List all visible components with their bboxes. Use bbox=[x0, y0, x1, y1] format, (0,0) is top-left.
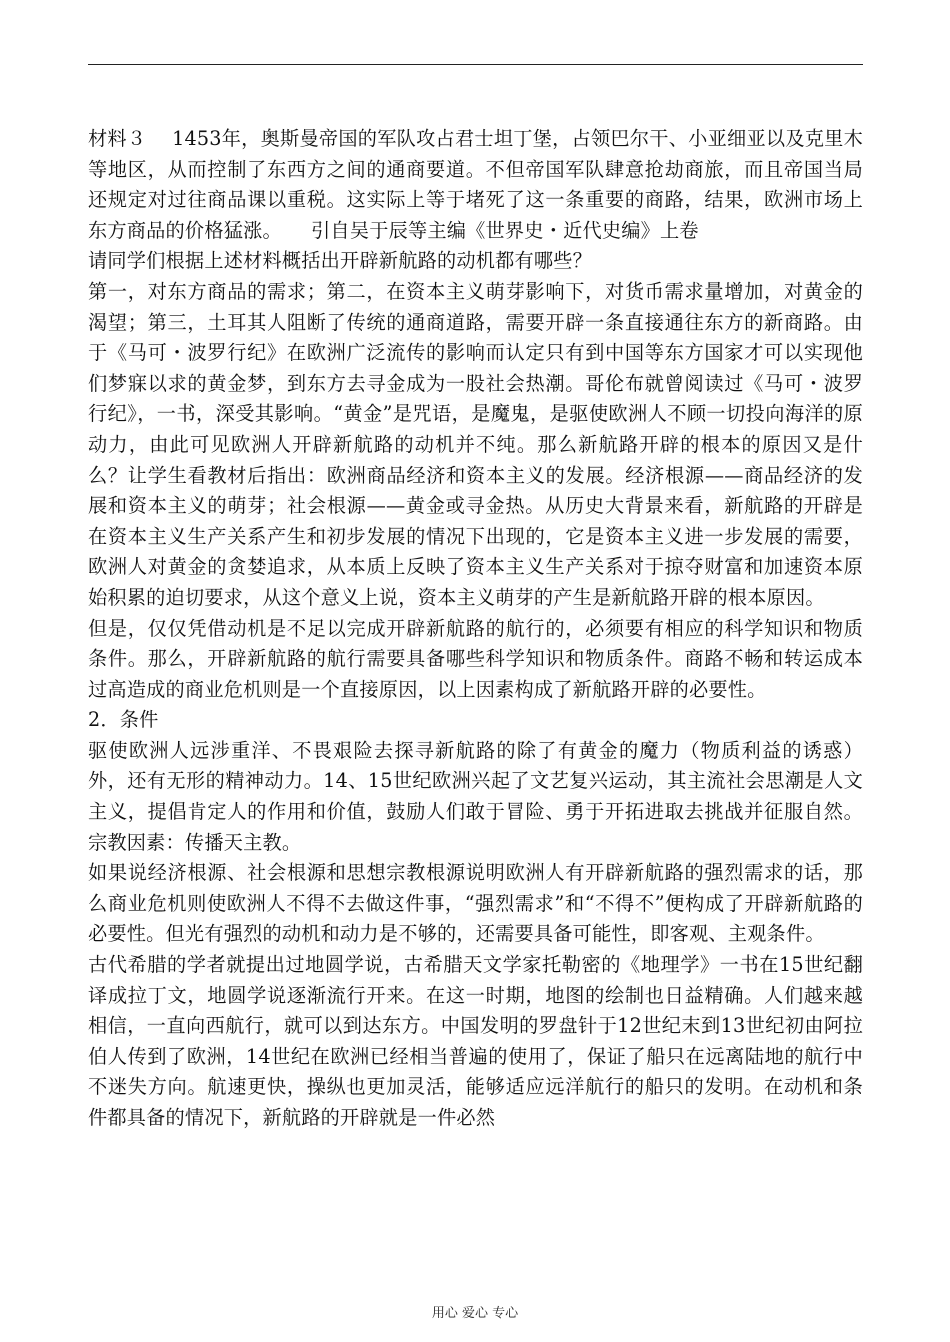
paragraph-scientific-conditions: 古代希腊的学者就提出过地圆学说，古希腊天文学家托勒密的《地理学》一书在15世纪翻译成拉丁文，地圆学说逐渐流行开来。在这一时期，地图的绘制也日益精确。人们越来越相信，一直向西航行，就可以到达东方。中国发明的罗盘针于12世纪末到13世纪初由阿拉伯人传到了欧洲，14世纪在欧洲已经相当普遍的使用了，保证了船只在远离陆地的航行中不迷失方向。航速更快，操纵也更加灵活，能够适应远洋航行的船只的发明。在动机和条件都具备的情况下，新航路的开辟就是一件必然 bbox=[88, 953, 863, 1129]
section-heading-conditions: 2．条件 bbox=[88, 708, 159, 732]
paragraph-question: 请同学们根据上述材料概括出开辟新航路的动机都有哪些？ bbox=[88, 249, 593, 273]
header-rule bbox=[88, 64, 863, 65]
paragraph-necessity: 但是，仅仅凭借动机是不足以完成开辟新航路的航行的，必须要有相应的科学知识和物质条件。那么，开辟新航路的航行需要具备哪些科学知识和物质条件。商路不畅和转运成本过高造成的商业危机则是一个直接原因，以上因素构成了新航路开辟的必要性。 bbox=[88, 616, 863, 701]
paragraph-motives: 第一，对东方商品的需求；第二，在资本主义萌芽影响下，对货币需求量增加，对黄金的渴望；第三，土耳其人阻断了传统的通商道路，需要开辟一条直接通往东方的新商路。由于《马可・波罗行纪》在欧洲广泛流传的影响而认定只有到中国等东方国家才可以实现他们梦寐以求的黄金梦，到东方去寻金成为一股社会热潮。哥伦布就曾阅读过《马可・波罗行纪》，一书，深受其影响。“黄金”是咒语，是魔鬼，是驱使欧洲人不顾一切投向海洋的原动力，由此可见欧洲人开辟新航路的动机并不纯。那么新航路开辟的根本的原因又是什么？让学生看教材后指出：欧洲商品经济和资本主义的发展。经济根源——商品经济的发展和资本主义的萌芽；社会根源——黄金或寻金热。从历史大背景来看，新航路的开辟是在资本主义生产关系产生和初步发展的情况下出现的，它是资本主义进一步发展的需要，欧洲人对黄金的贪婪追求，从本质上反映了资本主义生产关系对于掠夺财富和加速资本原始积累的迫切要求，从这个意义上说，资本主义萌芽的产生是新航路开辟的根本原因。 bbox=[88, 279, 863, 609]
paragraph-summary: 如果说经济根源、社会根源和思想宗教根源说明欧洲人有开辟新航路的强烈需求的话，那么商业危机则使欧洲人不得不去做这件事，“强烈需求”和“不得不”便构成了开辟新航路的必要性。但光有强烈的动机和动力是不够的，还需要具备可能性，即客观、主观条件。 bbox=[88, 861, 863, 946]
page-footer: 用心 爱心 专心 bbox=[431, 1306, 519, 1321]
paragraph-spiritual-motive: 驱使欧洲人远涉重洋、不畏艰险去探寻新航路的除了有黄金的魔力（物质利益的诱惑）外，还有无形的精神动力。14、15世纪欧洲兴起了文艺复兴运动，其主流社会思潮是人文主义，提倡肯定人的作用和价值，鼓励人们敢于冒险、勇于开拓进取去挑战并征服自然。宗教因素：传播天主教。 bbox=[88, 738, 863, 854]
document-body bbox=[88, 124, 863, 1134]
paragraph-material-3: 材料３ 1453年，奥斯曼帝国的军队攻占君士坦丁堡，占领巴尔干、小亚细亚以及克里木等地区，从而控制了东西方之间的通商要道。不但帝国军队肆意抢劫商旅，而且帝国当局还规定对过往商品课以重税。这实际上等于堵死了这一条重要的商路，结果，欧洲市场上东方商品的价格猛涨。 引自吴于辰等主编《世界史・近代史编》上卷 bbox=[88, 127, 863, 242]
